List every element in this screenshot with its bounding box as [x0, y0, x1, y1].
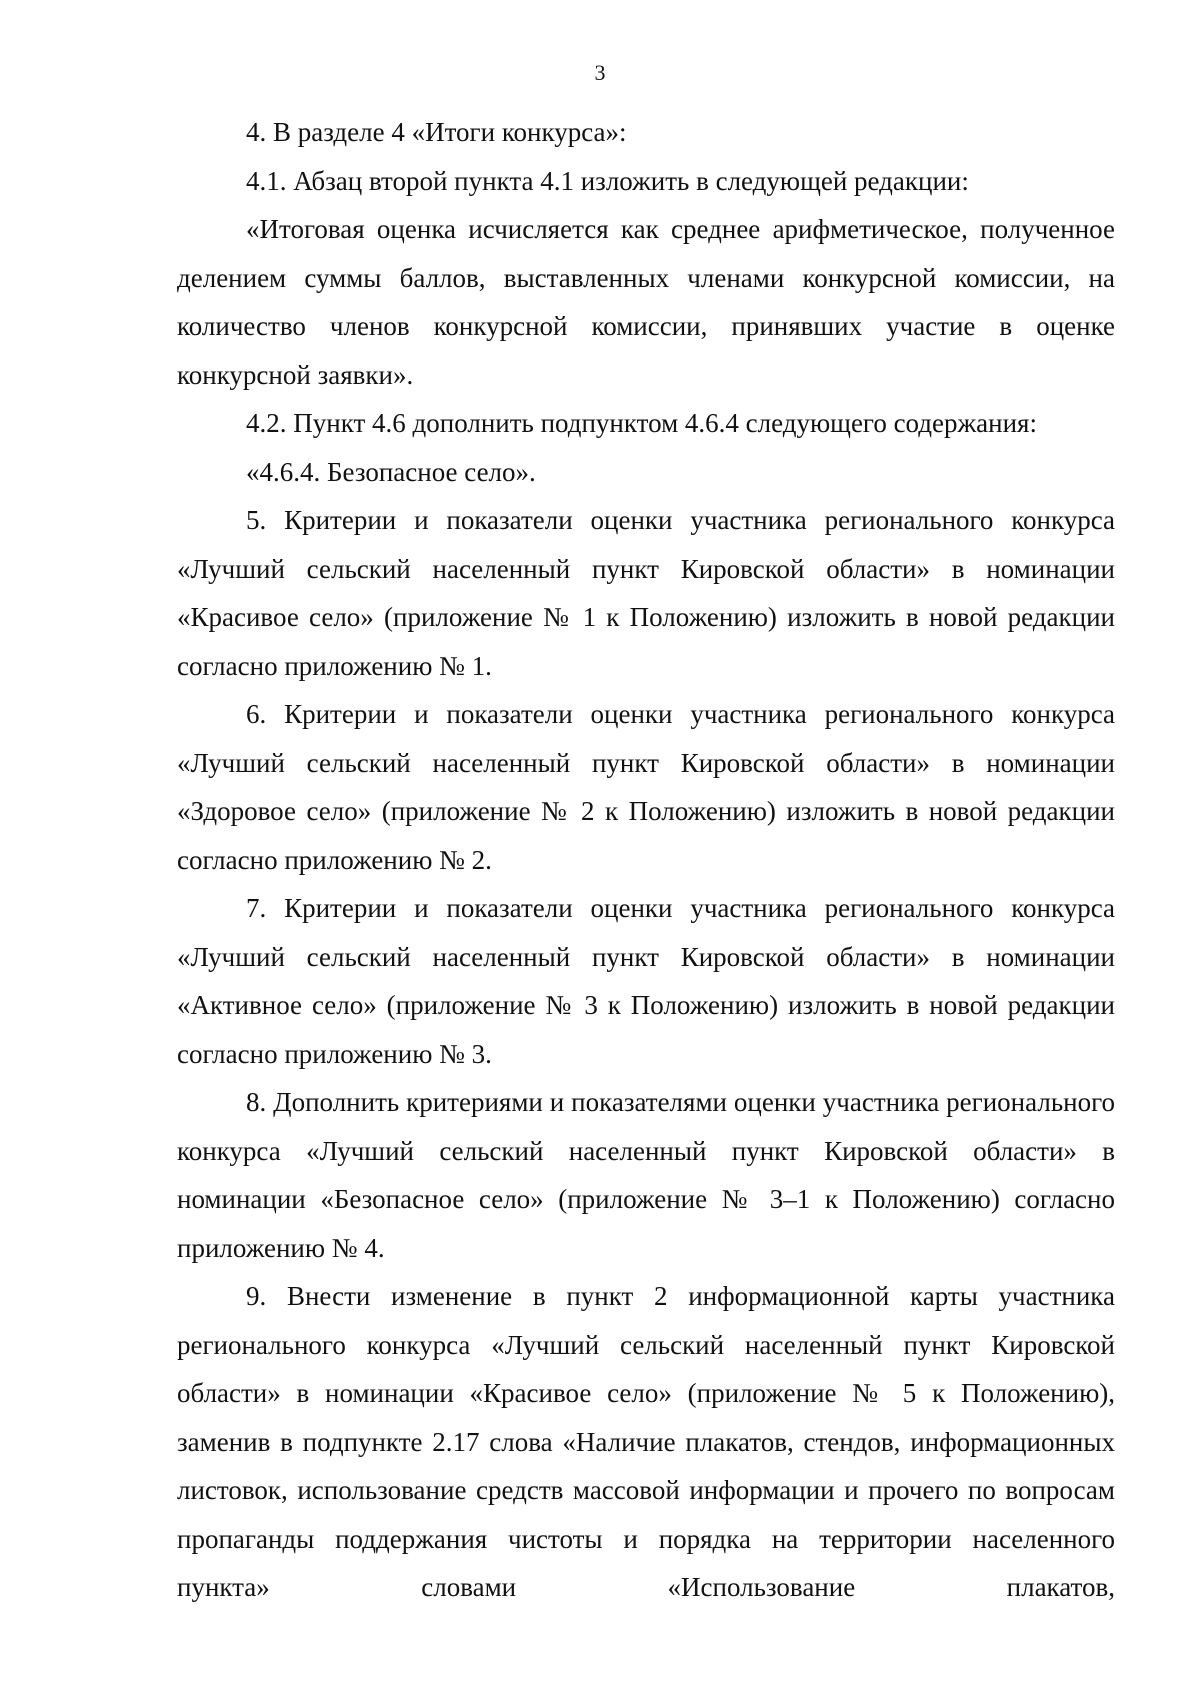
paragraph-4-1: 4.1. Абзац второй пункта 4.1 изложить в следующей редакции: — [246, 165, 969, 196]
paragraph-5: 5. Критерии и показатели оценки участника регионального конкурса «Лучший сельский населенный пункт Кировской области» в номинации «Красивое село» (приложение № 1 к Положению) изложить в новой редакции согласно приложению № 1. — [177, 505, 1115, 681]
document-body — [177, 108, 1115, 1612]
paragraph-7: 7. Критерии и показатели оценки участника регионального конкурса «Лучший сельский населенный пункт Кировской области» в номинации «Активное село» (приложение № 3 к Положению) изложить в новой редакции согласно приложению № 3. — [177, 893, 1115, 1069]
paragraph-8: 8. Дополнить критериями и показателями оценки участника регионального конкурса «Лучший сельский населенный пункт Кировской области» в номинации «Безопасное село» (приложение № 3–1 к Положению) согласно приложению № 4. — [177, 1087, 1115, 1263]
paragraph-6: 6. Критерии и показатели оценки участника регионального конкурса «Лучший сельский населенный пункт Кировской области» в номинации «Здоровое село» (приложение № 2 к Положению) изложить в новой редакции согласно приложению № 2. — [177, 699, 1115, 875]
paragraph-section-4: 4. В разделе 4 «Итоги конкурса»: — [246, 117, 627, 147]
paragraph-4-2: 4.2. Пункт 4.6 дополнить подпунктом 4.6.4 следующего содержания: — [246, 408, 1037, 438]
page-number: 3 — [594, 60, 606, 85]
paragraph-4-6-4-quote: «4.6.4. Безопасное село». — [246, 456, 536, 487]
paragraph-4-1-quote: «Итоговая оценка исчисляется как среднее арифметическое, полученное делением суммы баллов, выставленных членами конкурсной комиссии, на количество членов конкурсной комиссии, принявших участие в оценке конкурсной заявки». — [177, 214, 1115, 390]
paragraph-9: 9. Внести изменение в пункт 2 информационной карты участника регионального конкурса «Лучший сельский населенный пункт Кировской области» в номинации «Красивое село» (приложение № 5 к Положению), заменив в подпункте 2.17 слова «Наличие плакатов, стендов, информационных листовок, использование средств массовой информации и прочего по вопросам пропаганды поддержания чистоты и порядка на территории населенного пункта» словами «Использование плакатов, — [177, 1281, 1115, 1602]
